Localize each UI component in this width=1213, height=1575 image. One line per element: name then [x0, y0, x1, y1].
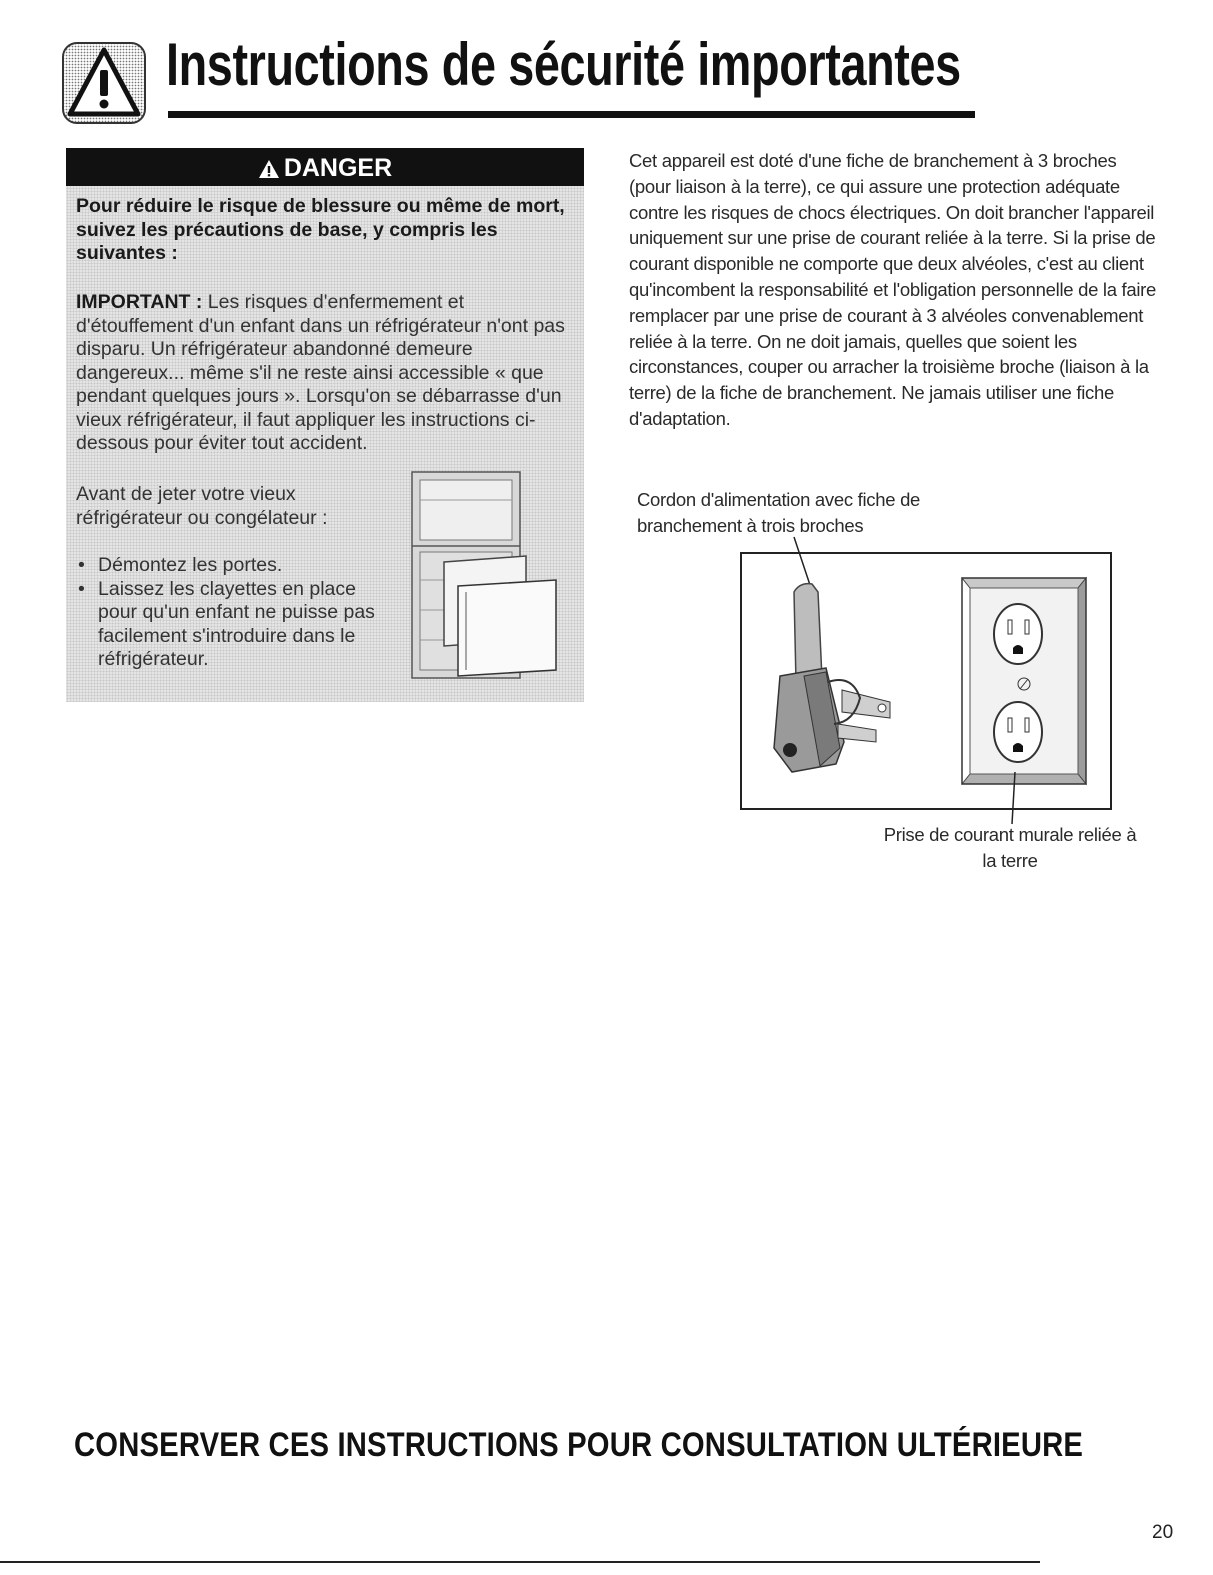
danger-label: DANGER [283, 154, 393, 182]
disposal-steps-list [76, 554, 396, 672]
page-number: 20 [1152, 1522, 1174, 1543]
plug-and-outlet-figure [740, 552, 1112, 810]
title-rule [168, 111, 975, 118]
warning-icon [258, 159, 280, 179]
danger-header [66, 148, 584, 186]
three-prong-plug-icon [774, 584, 890, 772]
danger-box [66, 148, 584, 702]
bottom-rule [0, 1561, 1040, 1563]
outlet-leader-line [1008, 770, 1018, 825]
cord-caption: Cordon d'alimentation avec fiche de branchement à trois broches [637, 489, 921, 536]
important-text: Les risques d'enfermement et d'étouffement d'un enfant dans un réfrigérateur n'ont pas disparu. Un réfrigérateur abandonné demeure dangereux... même s'il ne reste ainsi accessible « que pendant quelques jours ». Lorsqu'on se débarrasse d'un vieux réfrigérateur, il faut appliquer les instructions ci-dessous pour éviter tout accident. [76, 291, 565, 454]
important-paragraph [76, 291, 576, 456]
warning-triangle-icon [62, 42, 146, 124]
page-title: Instructions de sécurité importantes [166, 31, 961, 98]
refrigerator-illustration [406, 470, 578, 682]
before-disposal-text: Avant de jeter votre vieux réfrigérateur ou congélateur : [76, 483, 328, 529]
danger-lead-text: Pour réduire le risque de blessure ou même de mort, suivez les précautions de base, y compris les suivantes : [76, 195, 565, 264]
grounding-paragraph: Cet appareil est doté d'une fiche de branchement à 3 broches (pour liaison à la terre), ce qui assure une protection adéquate contre les risques de chocs électriques. On doit brancher l'appareil uniquement sur une prise de courant reliée à la terre. Si la prise de courant disponible ne comporte que deux alvéoles, c'est au client qu'incombent la responsabilité et l'obligation personnelle de la faire remplacer par une prise de courant à 3 alvéoles convenablement reliée à la terre. On ne doit jamais, quelles que soient les circonstances, couper ou arracher la troisième broche (liaison à la terre) de la fiche de branchement. Ne jamais utiliser une fiche d'adaptation. [629, 150, 1157, 429]
list-item: • Laissez les clayettes en place pour qu'un enfant ne puisse pas facilement s'introduire dans le réfrigérateur. [76, 578, 396, 672]
wall-outlet-icon [962, 578, 1086, 784]
list-item: • Démontez les portes. [76, 554, 396, 578]
important-label: IMPORTANT : [76, 291, 203, 313]
save-instructions-banner: CONSERVER CES INSTRUCTIONS POUR CONSULTATION ULTÉRIEURE [74, 1426, 1084, 1464]
outlet-caption: Prise de courant murale reliée à la terre [883, 824, 1137, 871]
